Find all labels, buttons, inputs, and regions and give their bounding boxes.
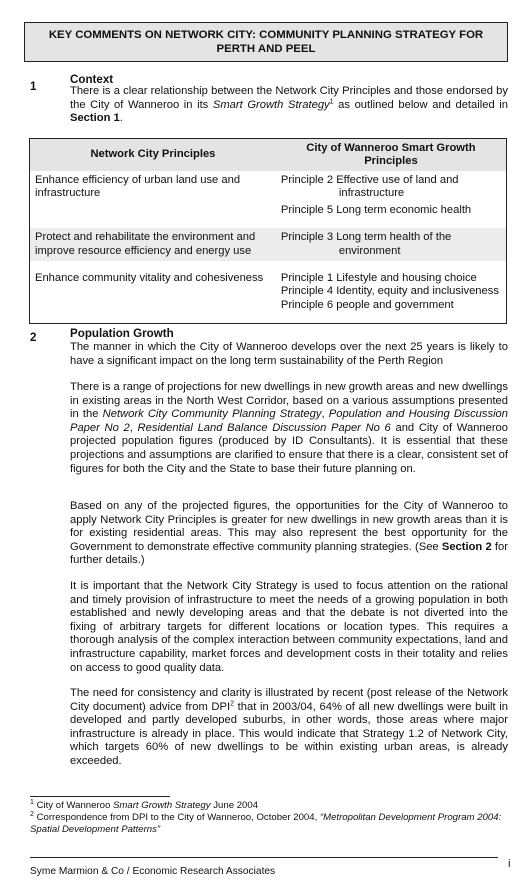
table-header-network-city: Network City Principles [30, 139, 276, 172]
footnote-2: $^2$ Correspondence from DPI to the City of Wanneroo, October 2004, “Metropolitan Development Program 2004: Spatial Development Patterns” [30, 810, 502, 835]
table-cell-right [276, 171, 507, 220]
section-2-paragraph-3: Based on any of the projected figures, the opportunities for the City of Wanneroo to apply Network City Principles is greater for new dwellings in new growth areas than it is for existing residential areas. This may also represent the best opportunity for the Government to demonstrate effective community planning strategies. (See Section 2 for further details.) [70, 500, 508, 567]
section-1-heading: Context [70, 73, 114, 86]
footer-company: Syme Marmion & Co / Economic Research Associates [30, 866, 276, 877]
footnote-divider [30, 796, 170, 797]
section-1-paragraph: There is a clear relationship between the Network City Principles and those endorsed by the City of Wanneroo in its Smart Growth Strategy$^1$ as outlined below and detailed in Section 1. [70, 85, 508, 125]
table-row [30, 228, 507, 261]
principle-item: Principle 2 Effective use of land and infrastructure [280, 174, 459, 200]
page-number: i [508, 858, 511, 870]
principles-table [29, 138, 507, 324]
section-2-paragraph-4: It is important that the Network City Strategy is used to focus attention on the rational and timely provision of infrastructure to meet the needs of a growing population in both established and newly developing areas and that the debate is not diverted into the fixing of arbitrary targets for different locations or location types. This requires a thorough analysis of the complex interaction between community expectations, land and infrastructure capability, market forces and development costs in their totality and relies on access to good quality data. [70, 580, 508, 674]
principle-item: Principle 6 people and government [280, 298, 454, 311]
section-2-paragraph-1: The manner in which the City of Wanneroo develops over the next 25 years is likely to have a significant impact on the long term sustainability of the Perth Region [70, 341, 508, 367]
document-title-box [24, 22, 508, 62]
section-1-number: 1 [30, 80, 37, 93]
table-cell-left: Enhance community vitality and cohesiveness [35, 272, 264, 285]
principle-item: Principle 5 Long term economic health [280, 203, 472, 216]
table-header-wanneroo: City of Wanneroo Smart Growth Principles [276, 139, 507, 172]
title-line-2: PERTH AND PEEL [216, 43, 316, 55]
footer-divider [30, 857, 498, 858]
principle-item: Principle 1 Lifestyle and housing choice [280, 272, 477, 285]
principle-item: Principle 4 Identity, equity and inclusiveness [280, 285, 499, 298]
footnote-1: $^1$ City of Wanneroo Smart Growth Strategy June 2004 [30, 798, 259, 811]
section-2-heading: Population Growth [70, 327, 174, 340]
principle-item: Principle 3 Long term health of the environment [280, 231, 452, 257]
title-line-1: KEY COMMENTS ON NETWORK CITY: COMMUNITY PLANNING STRATEGY FOR [48, 29, 484, 41]
table-cell-left: Enhance efficiency of urban land use and infrastructure [35, 174, 241, 200]
table-cell-right [276, 228, 507, 261]
table-cell-left: Protect and rehabilitate the environment and improve resource efficiency and energy use [30, 228, 276, 261]
section-2-number: 2 [30, 331, 37, 344]
table-row [30, 269, 507, 315]
section-2-paragraph-2: There is a range of projections for new dwellings in new growth areas and new dwellings in existing areas in the North West Corridor, based on a various assumptions presented in the Network City Community Planning Strategy, Population and Housing Discussion Paper No 2, Residential Land Balance Discussion Paper No 6 and City of Wanneroo projected population figures (produced by ID Consultants). It is essential that these projections and assumptions are clarified to ensure that there is a clear, consistent set of figures for both the City and the State to base their future planning on. [70, 381, 508, 475]
section-2-paragraph-5: The need for consistency and clarity is illustrated by recent (post release of the Network City document) advice from DPI$^2$ that in 2003/04, 64% of all new dwellings were built in developed and partly developed suburbs, in other words, those areas where major infrastructure is already in place. This would indicate that Strategy 1.2 of Network City, which targets 60% of new dwellings to be within existing urban areas, is already exceeded. [70, 687, 508, 767]
table-cell-right [276, 269, 507, 315]
table-row [30, 171, 507, 220]
